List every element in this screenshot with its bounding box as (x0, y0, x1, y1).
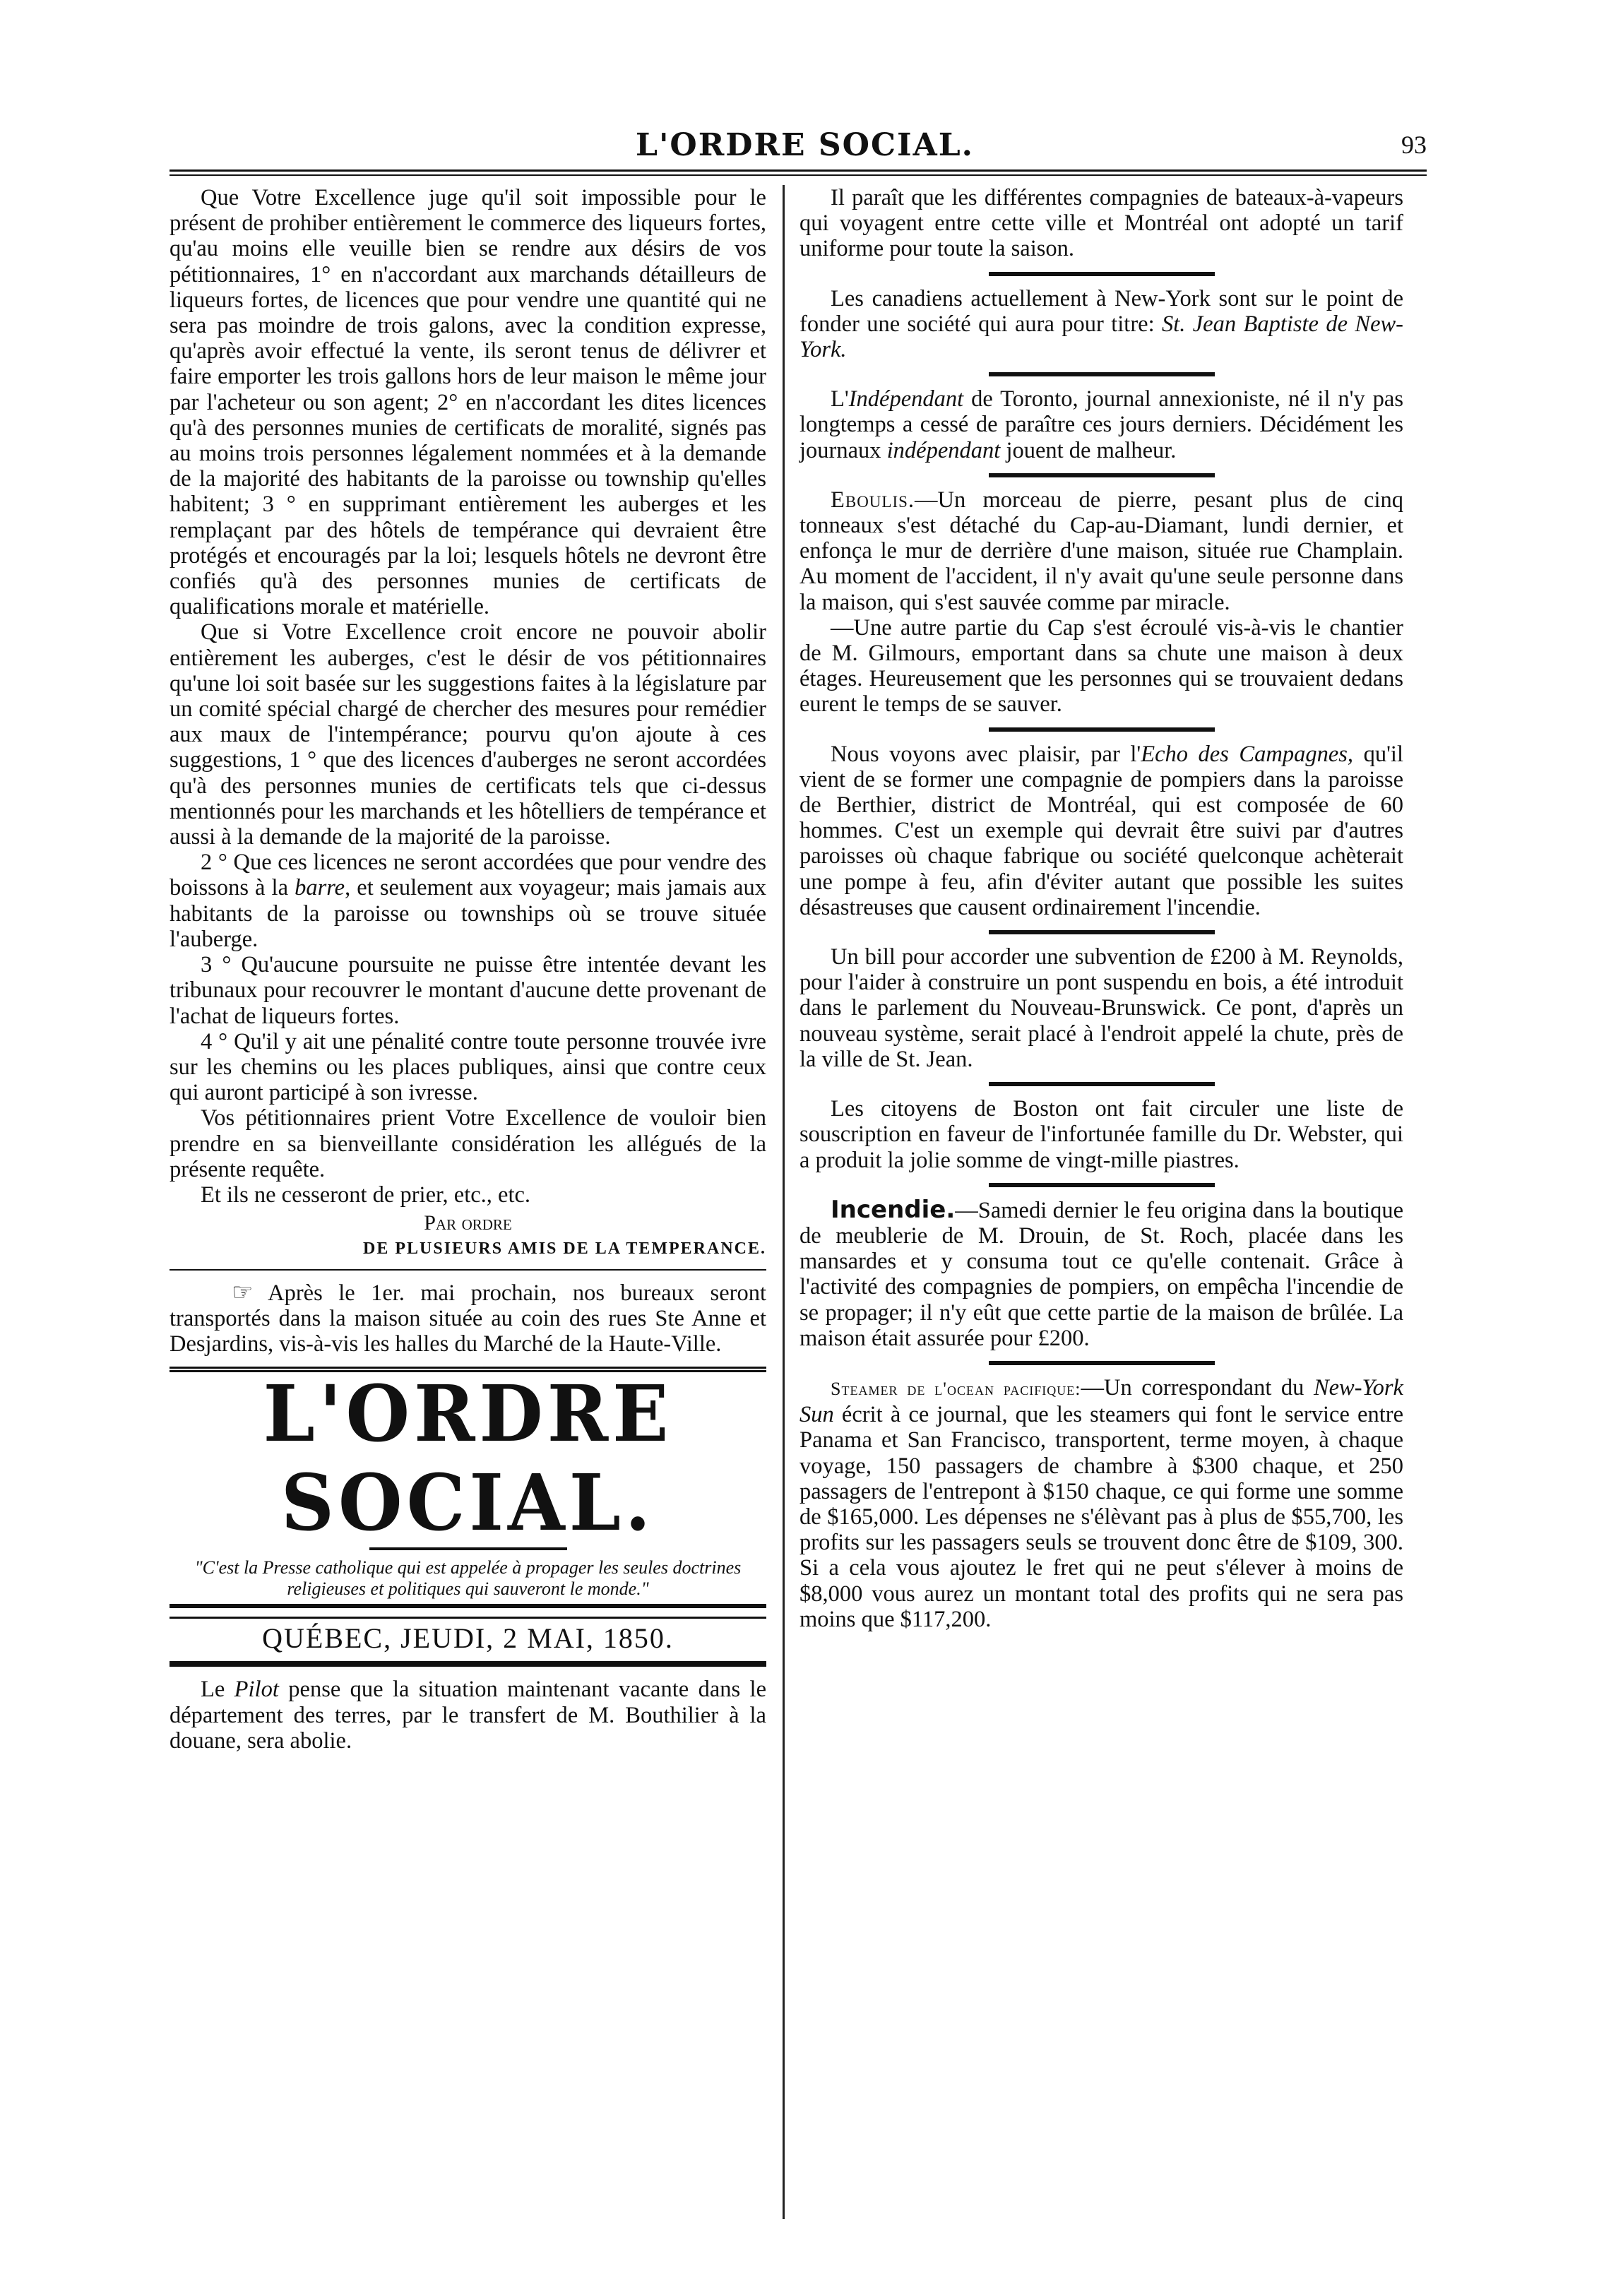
motto: "C'est la Presse catholique qui est appelée à propager les seules doctrines religieuses et politiques qui sauveront le monde." (194, 1557, 742, 1600)
petition-paragraph: Que Votre Excellence juge qu'il soit impossible pour le présent de prohiber entièrement le commerce des liqueurs fortes, qu'au moins elle veuille bien se rendre aux désirs de vos pétitionnaires, 1° en n'accordant aux marchands détailleurs de liqueurs fortes, de licences que pour vendre une quantité qui ne sera pas moindre de trois galons, avec la condition expresse, qu'après avoir effectué la vente, ils seront tenus de délivrer et faire emporter les trois gallons hors de leur maison le même jour par l'acheteur ou son agent; 2° en n'accordant les dites licences qu'à des personnes munies de certificats de moralité, signés pas au moins trois personnes légalement nommées et à la demande de la majorité des habitants de la paroisse ou township qu'elles habitent; 3 ° en supprimant entièrement les auberges et les remplaçant par des hôtels de tempérance qui devraient être protégés et encouragés par la loi; lesquels hôtels ne devront être confiés qu'à des personnes munies de certificats de qualifications morale et matérielle. (170, 185, 766, 620)
divider (989, 727, 1215, 732)
divider (170, 1269, 766, 1271)
right-column (799, 185, 1403, 1632)
news-item: Incendie.—Samedi dernier le feu origina dans la boutique de meublerie de M. Drouin, de St. Roch, placée dans les mansardes et y consuma tout ce qu'elle contenait. Grâce à l'activité des compagnies de pompiers, on empêcha l'incendie de se propager; il n'y eût que cette partie de la maison de brûlée. La maison était assurée pour £200. (799, 1195, 1403, 1351)
petition-paragraph: 4 ° Qu'il y ait une pénalité contre toute personne trouvée ivre sur les chemins ou les places publiques, ainsi que contre ceux qui auront participé à son ivresse. (170, 1028, 766, 1106)
petition-paragraph: Et ils ne cesseront de prier, etc., etc. (201, 1182, 531, 1208)
news-item: Steamer de l'ocean pacifique:—Un correspondant du New-York Sun écrit à ce journal, que les steamers qui font le service entre Panama et San Francisco, transportent, terme moyen, à chaque voyage, 150 passagers de chambre à $300 chaque, et 250 passagers de l'entrepont à $150 chaque, ce qui forme une somme de $165,000. Les dépenses ne s'élèvant pas à plus de $55,700, les profits sur les passagers seuls se trouvent donc être de $109, 300. Si a cela vous ajoutez le fret qui ne peut s'élever à moins de $8,000 vous aurez un montant total des profits qui ne sera pas moins que $117,200. (799, 1374, 1403, 1632)
masthead-box (170, 1367, 766, 1608)
par-ordre: Par ordre (424, 1211, 512, 1235)
signatory: DE PLUSIEURS AMIS DE LA TEMPERANCE. (363, 1239, 766, 1259)
divider (989, 930, 1215, 934)
pointing-hand-icon: ☞ (232, 1279, 254, 1306)
divider (989, 1183, 1215, 1187)
news-item: —Une autre partie du Cap s'est écroulé vis-à-vis le chantier de M. Gilmours, emportant dans sa chute une maison à deux étages. Heureusement que les personnes qui se trouvaient dedans eurent le temps de se sauver. (799, 614, 1403, 718)
masthead: L'ORDRE SOCIAL. (263, 1368, 673, 1549)
news-item: Nous voyons avec plaisir, par l'Echo des Campagnes, qu'il vient de se former une compagnie de pompiers dans la paroisse de Berthier, district de Montréal, qui est composée de 60 hommes. C'est un exemple qui devrait être suivi par d'autres paroisses où chaque fabrique ou société quelconque achèterait une pompe à feu, afin d'éviter autant que possible les suites désastreuses que causent ordinairement l'incendie. (799, 741, 1403, 920)
divider (989, 272, 1215, 276)
news-item: Eboulis.—Un morceau de pierre, pesant plus de cinq tonneaux s'est détaché du Cap-au-Diamant, lundi dernier, et enfonça le mur de derrière d'une maison, située rue Champlain. Au moment de l'accident, il n'y avait qu'une seule personne dans la maison, qui s'est sauvée comme par miracle. (799, 487, 1403, 615)
divider (989, 372, 1215, 376)
news-item: Les citoyens de Boston ont fait circuler une liste de souscription en faveur de l'infortunée famille du Dr. Webster, qui a produit la jolie somme de vingt-mille piastres. (799, 1096, 1403, 1173)
running-title: L'ORDRE SOCIAL. (636, 127, 974, 163)
petition-paragraph: Vos pétitionnaires prient Votre Excellence de vouloir bien prendre en sa bienveillante considération les allégués de la présente requête. (170, 1105, 766, 1182)
left-column (170, 185, 766, 1754)
divider (989, 1082, 1215, 1086)
petition-paragraph: 3 ° Qu'aucune poursuite ne puisse être intentée devant les tribunaux pour recouvrer le montant d'aucune dette provenant de l'achat de liqueurs fortes. (170, 952, 766, 1029)
header-rule (170, 169, 1427, 176)
column-divider (783, 185, 785, 2219)
article-paragraph: Le Pilot pense que la situation maintenant vacante dans le département des terres, par le transfert de M. Bouthilier à la douane, sera abolie. (170, 1677, 766, 1754)
news-item: Un bill pour accorder une subvention de £200 à M. Reynolds, pour l'aider à construire un pont suspendu en bois, a été introduit dans le parlement du Nouveau-Brunswick. Ce pont, d'après un nouveau système, serait placé à l'endroit appelé la chute, près de la ville de St. Jean. (799, 944, 1403, 1072)
page-header (170, 127, 1427, 177)
notice-paragraph: ☞ Après le 1er. mai prochain, nos bureaux seront transportés dans la maison située au coin des rues Ste Anne et Desjardins, vis-à-vis les halles du Marché de la Haute-Ville. (170, 1279, 766, 1357)
page-number: 93 (1401, 131, 1427, 159)
divider (989, 473, 1215, 477)
petition-paragraph: 2 ° Que ces licences ne seront accordées que pour vendre des boissons à la barre, et seulement aux voyageur; mais jamais aux habitants de la paroisse ou townships où se trouve située l'auberge. (170, 850, 766, 952)
news-item: Les canadiens actuellement à New-York sont sur le point de fonder une société qui aura pour titre: St. Jean Baptiste de New-York. (799, 285, 1403, 363)
dateline: QUÉBEC, JEUDI, 2 MAI, 1850. (262, 1622, 674, 1655)
petition-paragraph: Que si Votre Excellence croit encore ne pouvoir abolir entièrement les auberges, c'est le désir de vos pétitionnaires qu'une loi soit basée sur les suggestions faites à la législature par un comité spécial chargé de chercher des mesures pour remédier aux maux de l'intempérance; pourvu qu'on ajoute à ces suggestions, 1 ° que des licences d'auberges ne seront accordées qu'à des personnes munies de certificats tels que ci-dessus mentionnés pour les marchands et les hôtelliers de tempérance et aussi à la demande de la majorité de la paroisse. (170, 619, 766, 850)
news-item: Il paraît que les différentes compagnies de bateaux-à-vapeurs qui voyagent entre cette ville et Montréal ont adopté un tarif uniforme pour toute la saison. (799, 185, 1403, 262)
news-item: L'Indépendant de Toronto, journal annexioniste, né il n'y pas longtemps a cessé de paraître ces jours derniers. Décidément les journaux indépendant jouent de malheur. (799, 386, 1403, 463)
dateline-box (170, 1617, 766, 1667)
divider (989, 1361, 1215, 1365)
